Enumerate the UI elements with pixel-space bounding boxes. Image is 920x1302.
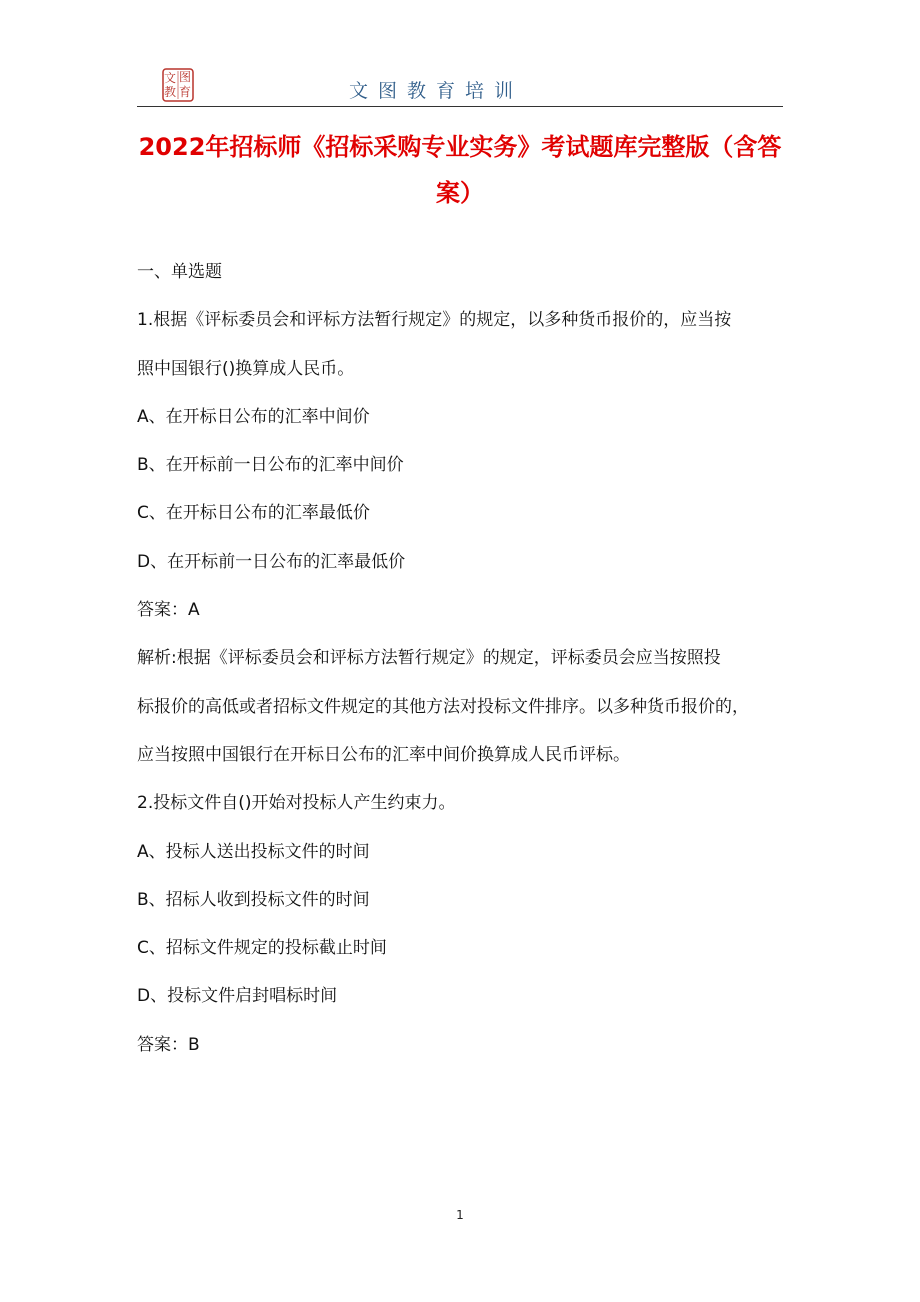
document-title-line-2: 案） [436, 179, 484, 207]
logo-char-3: 教 [164, 85, 177, 99]
logo-char-1: 文 [164, 71, 177, 85]
q1-explanation-line-3: 应当按照中国银行在开标日公布的汇率中间价换算成人民币评标。 [137, 744, 630, 765]
document-body [137, 255, 787, 1076]
brand-name: 文图教育培训 [349, 80, 524, 102]
logo-char-4: 育 [179, 85, 192, 99]
page-number: 1 [456, 1208, 464, 1222]
q2-option-c: C、招标文件规定的投标截止时间 [137, 938, 387, 959]
header-divider [137, 106, 783, 107]
document-title-line-1: 2022年招标师《招标采购专业实务》考试题库完整版（含答 [138, 133, 782, 161]
q1-explanation-line-2: 标报价的高低或者招标文件规定的其他方法对投标文件排序。以多种货币报价的， [137, 696, 749, 717]
q1-stem-line-1: 1.根据《评标委员会和评标方法暂行规定》的规定，以多种货币报价的，应当按 [137, 310, 732, 331]
section-heading: 一、单选题 [137, 262, 222, 282]
q2-option-b: B、招标人收到投标文件的时间 [137, 889, 370, 910]
q1-option-d: D、在开标前一日公布的汇率最低价 [137, 551, 406, 572]
q1-answer: 答案：A [137, 600, 200, 621]
q1-option-c: C、在开标日公布的汇率最低价 [137, 503, 370, 524]
q1-option-b: B、在开标前一日公布的汇率中间价 [137, 455, 404, 476]
document-title [136, 124, 784, 216]
logo-char-2: 图 [179, 70, 192, 84]
logo-seal [162, 68, 194, 102]
q2-option-a: A、投标人送出投标文件的时间 [137, 841, 370, 862]
q1-stem-line-2: 照中国银行()换算成人民币。 [137, 358, 355, 379]
q1-explanation-line-1: 解析:根据《评标委员会和评标方法暂行规定》的规定，评标委员会应当按照投 [137, 648, 721, 669]
q2-answer: 答案：B [137, 1034, 200, 1055]
q2-option-d: D、投标文件启封唱标时间 [137, 986, 338, 1007]
q2-stem: 2.投标文件自()开始对投标人产生约束力。 [137, 793, 456, 814]
page-header [137, 66, 783, 106]
q1-option-a: A、在开标日公布的汇率中间价 [137, 406, 370, 427]
